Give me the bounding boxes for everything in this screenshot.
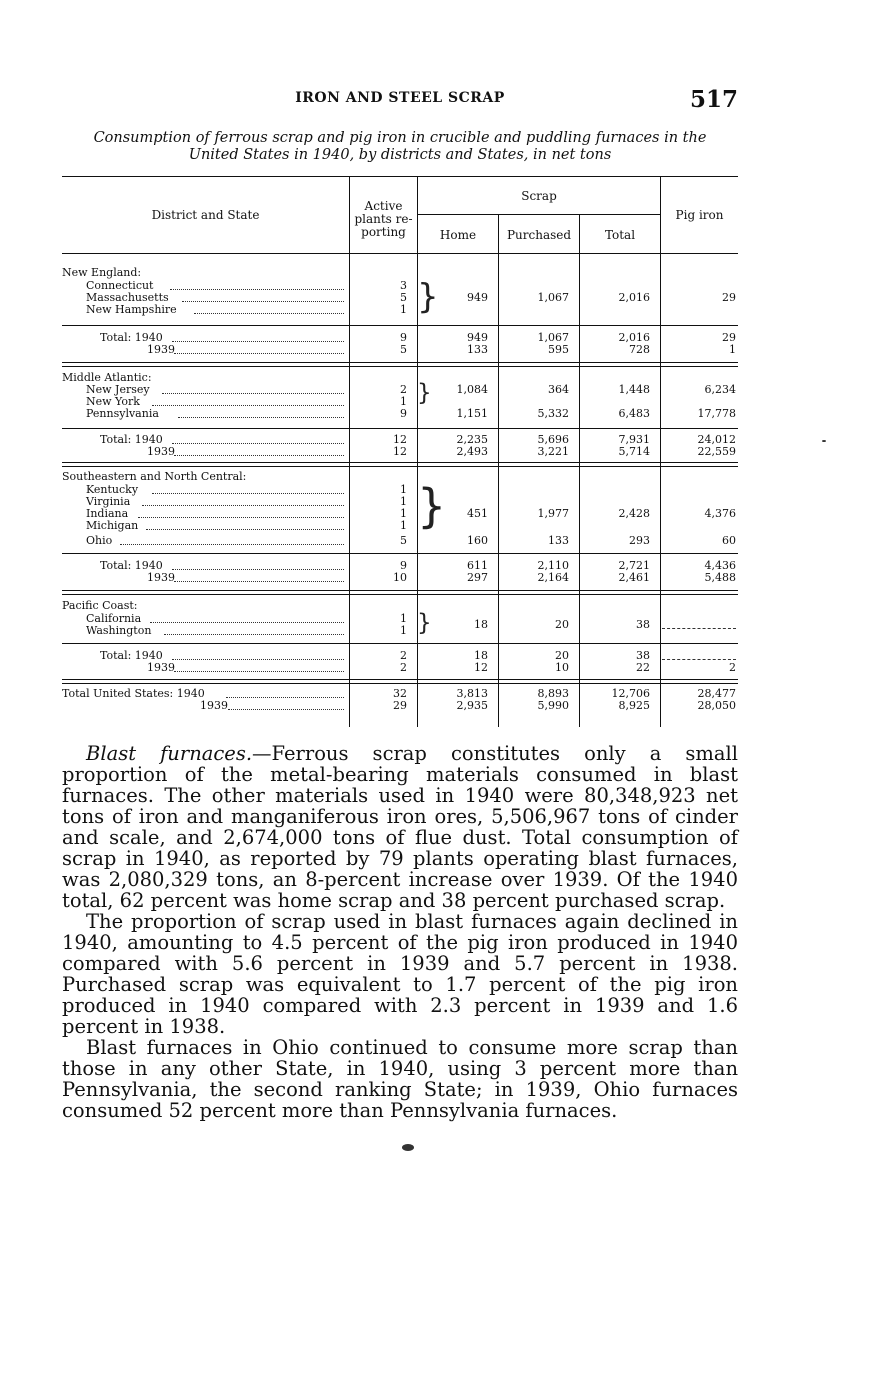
- home-cell: 133: [467, 343, 488, 356]
- running-head: [62, 86, 738, 112]
- header-scrap: Scrap: [521, 189, 557, 203]
- dot-leader: [172, 650, 344, 660]
- dot-leader: [162, 384, 344, 394]
- state-name: New Jersey: [86, 383, 150, 396]
- pig-iron-cell: 28,050: [697, 699, 736, 712]
- state-name: Ohio: [86, 534, 113, 547]
- total-label: 1939: [147, 343, 175, 356]
- purchased-cell: 10: [555, 661, 569, 674]
- plants-cell: 1: [400, 495, 407, 508]
- ink-speck: [822, 440, 826, 442]
- plants-cell: 9: [400, 407, 407, 420]
- total-cell: 22: [636, 661, 650, 674]
- total-cell: 728: [629, 343, 650, 356]
- plants-cell: 3: [400, 279, 407, 292]
- total-label: 1939: [147, 571, 175, 584]
- dot-leader: [152, 396, 344, 406]
- total-cell: 12,706: [611, 687, 650, 700]
- home-cell: 2,493: [456, 445, 488, 458]
- table-row: [62, 408, 738, 420]
- total-row: [62, 662, 738, 674]
- table-row: [62, 304, 738, 316]
- home-cell: 949: [467, 291, 488, 304]
- plants-cell: 2: [400, 649, 407, 662]
- home-cell: 12: [474, 661, 488, 674]
- total-cell: 5,714: [618, 445, 650, 458]
- dot-leader: [172, 560, 344, 570]
- pig-iron-empty: [662, 650, 736, 660]
- total-label: Total: 1940: [100, 649, 163, 662]
- dot-leader: [170, 280, 344, 290]
- row-rule: [62, 643, 738, 644]
- dot-leader: [164, 625, 344, 635]
- purchased-cell: 133: [548, 534, 569, 547]
- table-row: [62, 625, 738, 637]
- running-title: IRON AND STEEL SCRAP: [295, 90, 505, 106]
- table-row: [62, 535, 738, 547]
- plants-cell: 5: [400, 534, 407, 547]
- pig-iron-cell: 17,778: [697, 407, 736, 420]
- purchased-cell: 5,332: [537, 407, 569, 420]
- dot-leader: [178, 408, 344, 418]
- dot-leader: [228, 700, 344, 710]
- home-cell: 1,084: [456, 383, 488, 396]
- dot-leader: [174, 344, 344, 354]
- purchased-cell: 2,164: [537, 571, 569, 584]
- home-cell: 949: [467, 331, 488, 344]
- section-rule: [62, 590, 738, 595]
- dot-leader: [150, 613, 344, 623]
- total-cell: 1,448: [618, 383, 650, 396]
- total-row: [62, 446, 738, 458]
- purchased-cell: 1,067: [537, 291, 569, 304]
- home-cell: 2,235: [456, 433, 488, 446]
- header-district: District and State: [151, 208, 260, 222]
- total-label: Total United States: 1940: [62, 687, 205, 700]
- plants-cell: 1: [400, 483, 407, 496]
- header-home: Home: [439, 228, 477, 242]
- paragraph: Blast furnaces in Ohio continued to consume more scrap than those in any other State, in 1940, using 3 percent more than Pennsylvania, the second ranking State; in 1939, Ohio furnaces consumed 52 percent more than Pennsylvania furnaces.: [62, 1036, 738, 1122]
- scrap-header-rule: [417, 214, 660, 215]
- state-name: Connecticut: [86, 279, 154, 292]
- section-rule: [62, 462, 738, 467]
- purchased-cell: 5,696: [537, 433, 569, 446]
- pig-iron-cell: 60: [722, 534, 736, 547]
- purchased-cell: 364: [548, 383, 569, 396]
- plants-cell: 1: [400, 624, 407, 637]
- total-cell: 7,931: [618, 433, 650, 446]
- region-label: Pacific Coast:: [62, 599, 138, 612]
- pig-iron-cell: 28,477: [697, 687, 736, 700]
- dot-leader: [174, 572, 344, 582]
- dot-leader: [138, 508, 344, 518]
- dot-leader: [142, 496, 344, 506]
- plants-cell: 32: [393, 687, 407, 700]
- total-label: 1939: [200, 699, 228, 712]
- row-rule: [62, 325, 738, 326]
- header-pig-iron: Pig iron: [675, 208, 724, 222]
- home-cell: 3,813: [456, 687, 488, 700]
- region-label: Southeastern and North Central:: [62, 470, 247, 483]
- pig-iron-cell: 4,436: [704, 559, 736, 572]
- purchased-cell: 1,977: [537, 507, 569, 520]
- home-cell: 2,935: [456, 699, 488, 712]
- total-row: [62, 700, 738, 712]
- plants-cell: 29: [393, 699, 407, 712]
- header-total: Total: [604, 228, 636, 242]
- dot-leader: [146, 520, 344, 530]
- total-cell: 2,721: [618, 559, 650, 572]
- body-text: [62, 743, 738, 1121]
- plants-cell: 5: [400, 291, 407, 304]
- home-cell: 297: [467, 571, 488, 584]
- pig-iron-cell: 2: [729, 661, 736, 674]
- state-name: Washington: [86, 624, 152, 637]
- pig-iron-cell: 4,376: [704, 507, 736, 520]
- pig-iron-cell: 29: [722, 331, 736, 344]
- plants-cell: 5: [400, 343, 407, 356]
- total-row: [62, 344, 738, 356]
- state-name: New York: [86, 395, 140, 408]
- home-cell: 160: [467, 534, 488, 547]
- dot-leader: [182, 292, 344, 302]
- dot-leader: [226, 688, 344, 698]
- brace-icon: }: [417, 479, 447, 533]
- state-name: California: [86, 612, 142, 625]
- brace-icon: }: [417, 610, 432, 636]
- dot-leader: [120, 535, 344, 545]
- purchased-cell: 2,110: [537, 559, 569, 572]
- plants-cell: 1: [400, 395, 407, 408]
- ink-speck: [402, 1144, 414, 1151]
- state-name: Massachusetts: [86, 291, 169, 304]
- pig-iron-cell: 5,488: [704, 571, 736, 584]
- region-row: [62, 267, 738, 279]
- purchased-cell: 1,067: [537, 331, 569, 344]
- section-rule: [62, 362, 738, 367]
- paragraph-lead: Blast furnaces.: [86, 742, 253, 765]
- region-label: Middle Atlantic:: [62, 371, 152, 384]
- brace-icon: }: [417, 277, 439, 317]
- home-cell: 18: [474, 649, 488, 662]
- purchased-cell: 5,990: [537, 699, 569, 712]
- row-rule: [62, 428, 738, 429]
- total-cell: 2,016: [618, 331, 650, 344]
- plants-cell: 9: [400, 559, 407, 572]
- total-row: [62, 572, 738, 584]
- region-row: [62, 600, 738, 612]
- plants-cell: 2: [400, 383, 407, 396]
- pig-iron-cell: 29: [722, 291, 736, 304]
- brace-icon: }: [417, 380, 432, 406]
- header-bottom-rule: [62, 253, 738, 254]
- dot-leader: [172, 434, 344, 444]
- plants-cell: 1: [400, 507, 407, 520]
- total-cell: 38: [636, 618, 650, 631]
- dot-leader: [174, 446, 344, 456]
- home-cell: 451: [467, 507, 488, 520]
- plants-cell: 12: [393, 445, 407, 458]
- total-cell: 2,428: [618, 507, 650, 520]
- pig-iron-cell: 6,234: [704, 383, 736, 396]
- total-cell: 293: [629, 534, 650, 547]
- total-label: Total: 1940: [100, 331, 163, 344]
- state-name: Michigan: [86, 519, 139, 532]
- paragraph: [62, 743, 738, 911]
- plants-cell: 1: [400, 612, 407, 625]
- total-label: 1939: [147, 445, 175, 458]
- purchased-cell: 20: [555, 618, 569, 631]
- plants-cell: 1: [400, 303, 407, 316]
- pig-iron-cell: 24,012: [697, 433, 736, 446]
- table-row: [62, 520, 738, 532]
- state-name: Pennsylvania: [86, 407, 159, 420]
- page-number: 517: [689, 86, 738, 113]
- paragraph-text: —Ferrous scrap constitutes only a small proportion of the metal-bearing materials consumed in blast furnaces. The other materials used in 1940 were 80,348,923 net tons of iron and manganiferous iron ores, 5,506,967 tons of cinder and scale, and 2,674,000 tons of flue dust. Total consumption of scrap in 1940, as reported by 79 plants operating blast furnaces, was 2,080,329 tons, an 8-percent increase over 1939. Of the 1940 total, 62 percent was home scrap and 38 percent purchased scrap.: [62, 742, 738, 912]
- total-cell: 8,925: [618, 699, 650, 712]
- state-name: Kentucky: [86, 483, 139, 496]
- region-row: [62, 471, 738, 483]
- purchased-cell: 595: [548, 343, 569, 356]
- row-rule: [62, 553, 738, 554]
- home-cell: 1,151: [456, 407, 488, 420]
- plants-cell: 2: [400, 661, 407, 674]
- dot-leader: [174, 662, 344, 672]
- consumption-table: [62, 176, 738, 727]
- total-cell: 6,483: [618, 407, 650, 420]
- plants-cell: 9: [400, 331, 407, 344]
- plants-cell: 12: [393, 433, 407, 446]
- state-name: New Hampshire: [86, 303, 177, 316]
- home-cell: 18: [474, 618, 488, 631]
- pig-iron-cell: 1: [729, 343, 736, 356]
- total-label: Total: 1940: [100, 433, 163, 446]
- total-cell: 2,016: [618, 291, 650, 304]
- dot-leader: [152, 484, 344, 494]
- dot-leader: [194, 304, 344, 314]
- table-top-rule: [62, 176, 738, 177]
- plants-cell: 1: [400, 519, 407, 532]
- paragraph: The proportion of scrap used in blast furnaces again declined in 1940, amounting to 4.5 percent of the pig iron produced in 1940 compared with 5.6 percent in 1939 and 5.7 percent in 1938. Purchased scrap was equivalent to 1.7 percent of the pig iron produced in 1940 compared with 2.3 percent in 1939 and 1.6 percent in 1938.: [62, 910, 738, 1038]
- state-name: Virginia: [86, 495, 131, 508]
- total-cell: 38: [636, 649, 650, 662]
- header-purchased: Purchased: [506, 228, 572, 242]
- total-label: 1939: [147, 661, 175, 674]
- caption-line-1: Consumption of ferrous scrap and pig iron in crucible and puddling furnaces in the: [93, 130, 707, 146]
- header-active-plants: Active plants re- porting: [354, 199, 413, 239]
- caption-line-2: United States in 1940, by districts and States, in net tons: [188, 147, 612, 163]
- total-label: Total: 1940: [100, 559, 163, 572]
- purchased-cell: 3,221: [537, 445, 569, 458]
- state-name: Indiana: [86, 507, 129, 520]
- total-cell: 2,461: [618, 571, 650, 584]
- pig-iron-cell: 22,559: [697, 445, 736, 458]
- home-cell: 611: [467, 559, 488, 572]
- purchased-cell: 20: [555, 649, 569, 662]
- table-caption: [62, 130, 738, 164]
- purchased-cell: 8,893: [537, 687, 569, 700]
- section-rule: [62, 679, 738, 684]
- dot-leader: [172, 332, 344, 342]
- region-label: New England:: [62, 266, 142, 279]
- plants-cell: 10: [393, 571, 407, 584]
